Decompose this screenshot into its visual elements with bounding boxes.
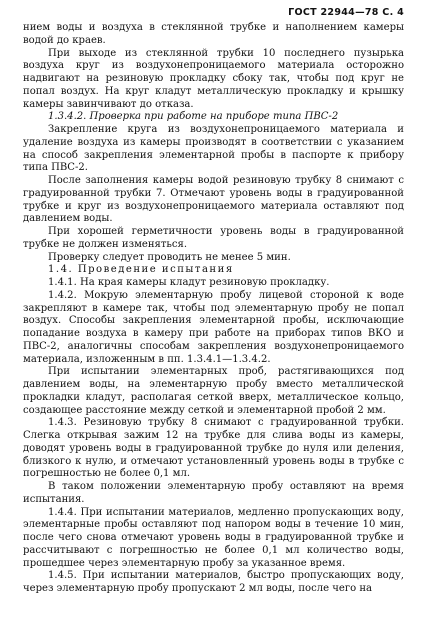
paragraph: При хорошей герметичности уровень воды в градуированной трубке не должен изменяться. <box>23 226 404 250</box>
paragraph: В таком положении элементарную пробу оставляют на время испытания. <box>23 481 404 505</box>
paragraph: Закрепление круга из воздухонепроницаемого материала и удаление воздуха из камеры производят в соответствии с указанием на способ закрепления элементарной пробы в паспорте к прибору типа ПВС-2. <box>23 124 404 174</box>
paragraph: 1.4.1. На края камеры кладут резиновую прокладку. <box>48 277 330 288</box>
section-heading-1-4: 1.4. Проведение испытания <box>48 264 234 276</box>
paragraph: При испытании элементарных проб, растягивающихся под давлением воды, на элементарную пробу вместо металлической прокладки кладут, располагая сеткой вверх, металлическое кольцо, создающее расстояние между сеткой и элементарной пробой 2 мм. <box>23 366 404 416</box>
section-heading-1-3-4-2: 1.3.4.2. Проверка при работе на приборе типа ПВС-2 <box>48 111 339 123</box>
document-body <box>23 22 404 596</box>
paragraph: После заполнения камеры водой резиновую трубку 8 снимают с градуированной трубки 7. Отмечают уровень воды в градуированной трубке и круг из воздухонепроницаемого материала оставляют под давлением воды. <box>23 175 404 225</box>
paragraph: 1.4.2. Мокрую элементарную пробу лицевой стороной к воде закрепляют в камере так, чтобы под элементарную пробу не попал воздух. Способы закрепления элементарной пробы, исключающие попадание воздуха в камеру при работе на приборах типов ВКО и ПВС-2, аналогичны способам закрепления воздухонепроницаемого материала, изложенным в пп. 1.3.4.1—1.3.4.2. <box>23 289 404 365</box>
page-header-code: ГОСТ 22944—78 С. 4 <box>288 7 404 18</box>
paragraph: 1.4.5. При испытании материалов, быстро пропускающих воду, через элементарную пробу пропускают 2 мл воды, после чего на <box>23 570 404 594</box>
paragraph: 1.4.3. Резиновую трубку 8 снимают с градуированной трубки. Слегка открывая зажим 12 на трубке для слива воды из камеры, доводят уровень воды в градуированной трубке до нуля или деления, близкого к нулю, и отмечают установленный уровень воды в трубке с погрешностью не более 0,1 мл. <box>23 417 404 480</box>
paragraph: Проверку следует проводить не менее 5 мин. <box>48 251 291 263</box>
paragraph: нием воды и воздуха в стеклянной трубке и наполнением камеры водой до краев. <box>23 22 404 46</box>
paragraph: 1.4.4. При испытании материалов, медленно пропускающих воду, элементарные пробы оставляют под напором воды в течение 10 мин, после чего снова отмечают уровень воды в градуированной трубке и рассчитывают с погрешностью не более 0,1 мл количество воды, прошедшее через элементарную пробу за указанное время. <box>23 506 404 569</box>
paragraph: При выходе из стеклянной трубки 10 последнего пузырька воздуха круг из воздухонепроницаемого материала осторожно надвигают на резиновую прокладку сбоку так, чтобы под круг не попал воздух. На круг кладут металлическую прокладку и крышку камеры завинчивают до отказа. <box>23 47 404 110</box>
